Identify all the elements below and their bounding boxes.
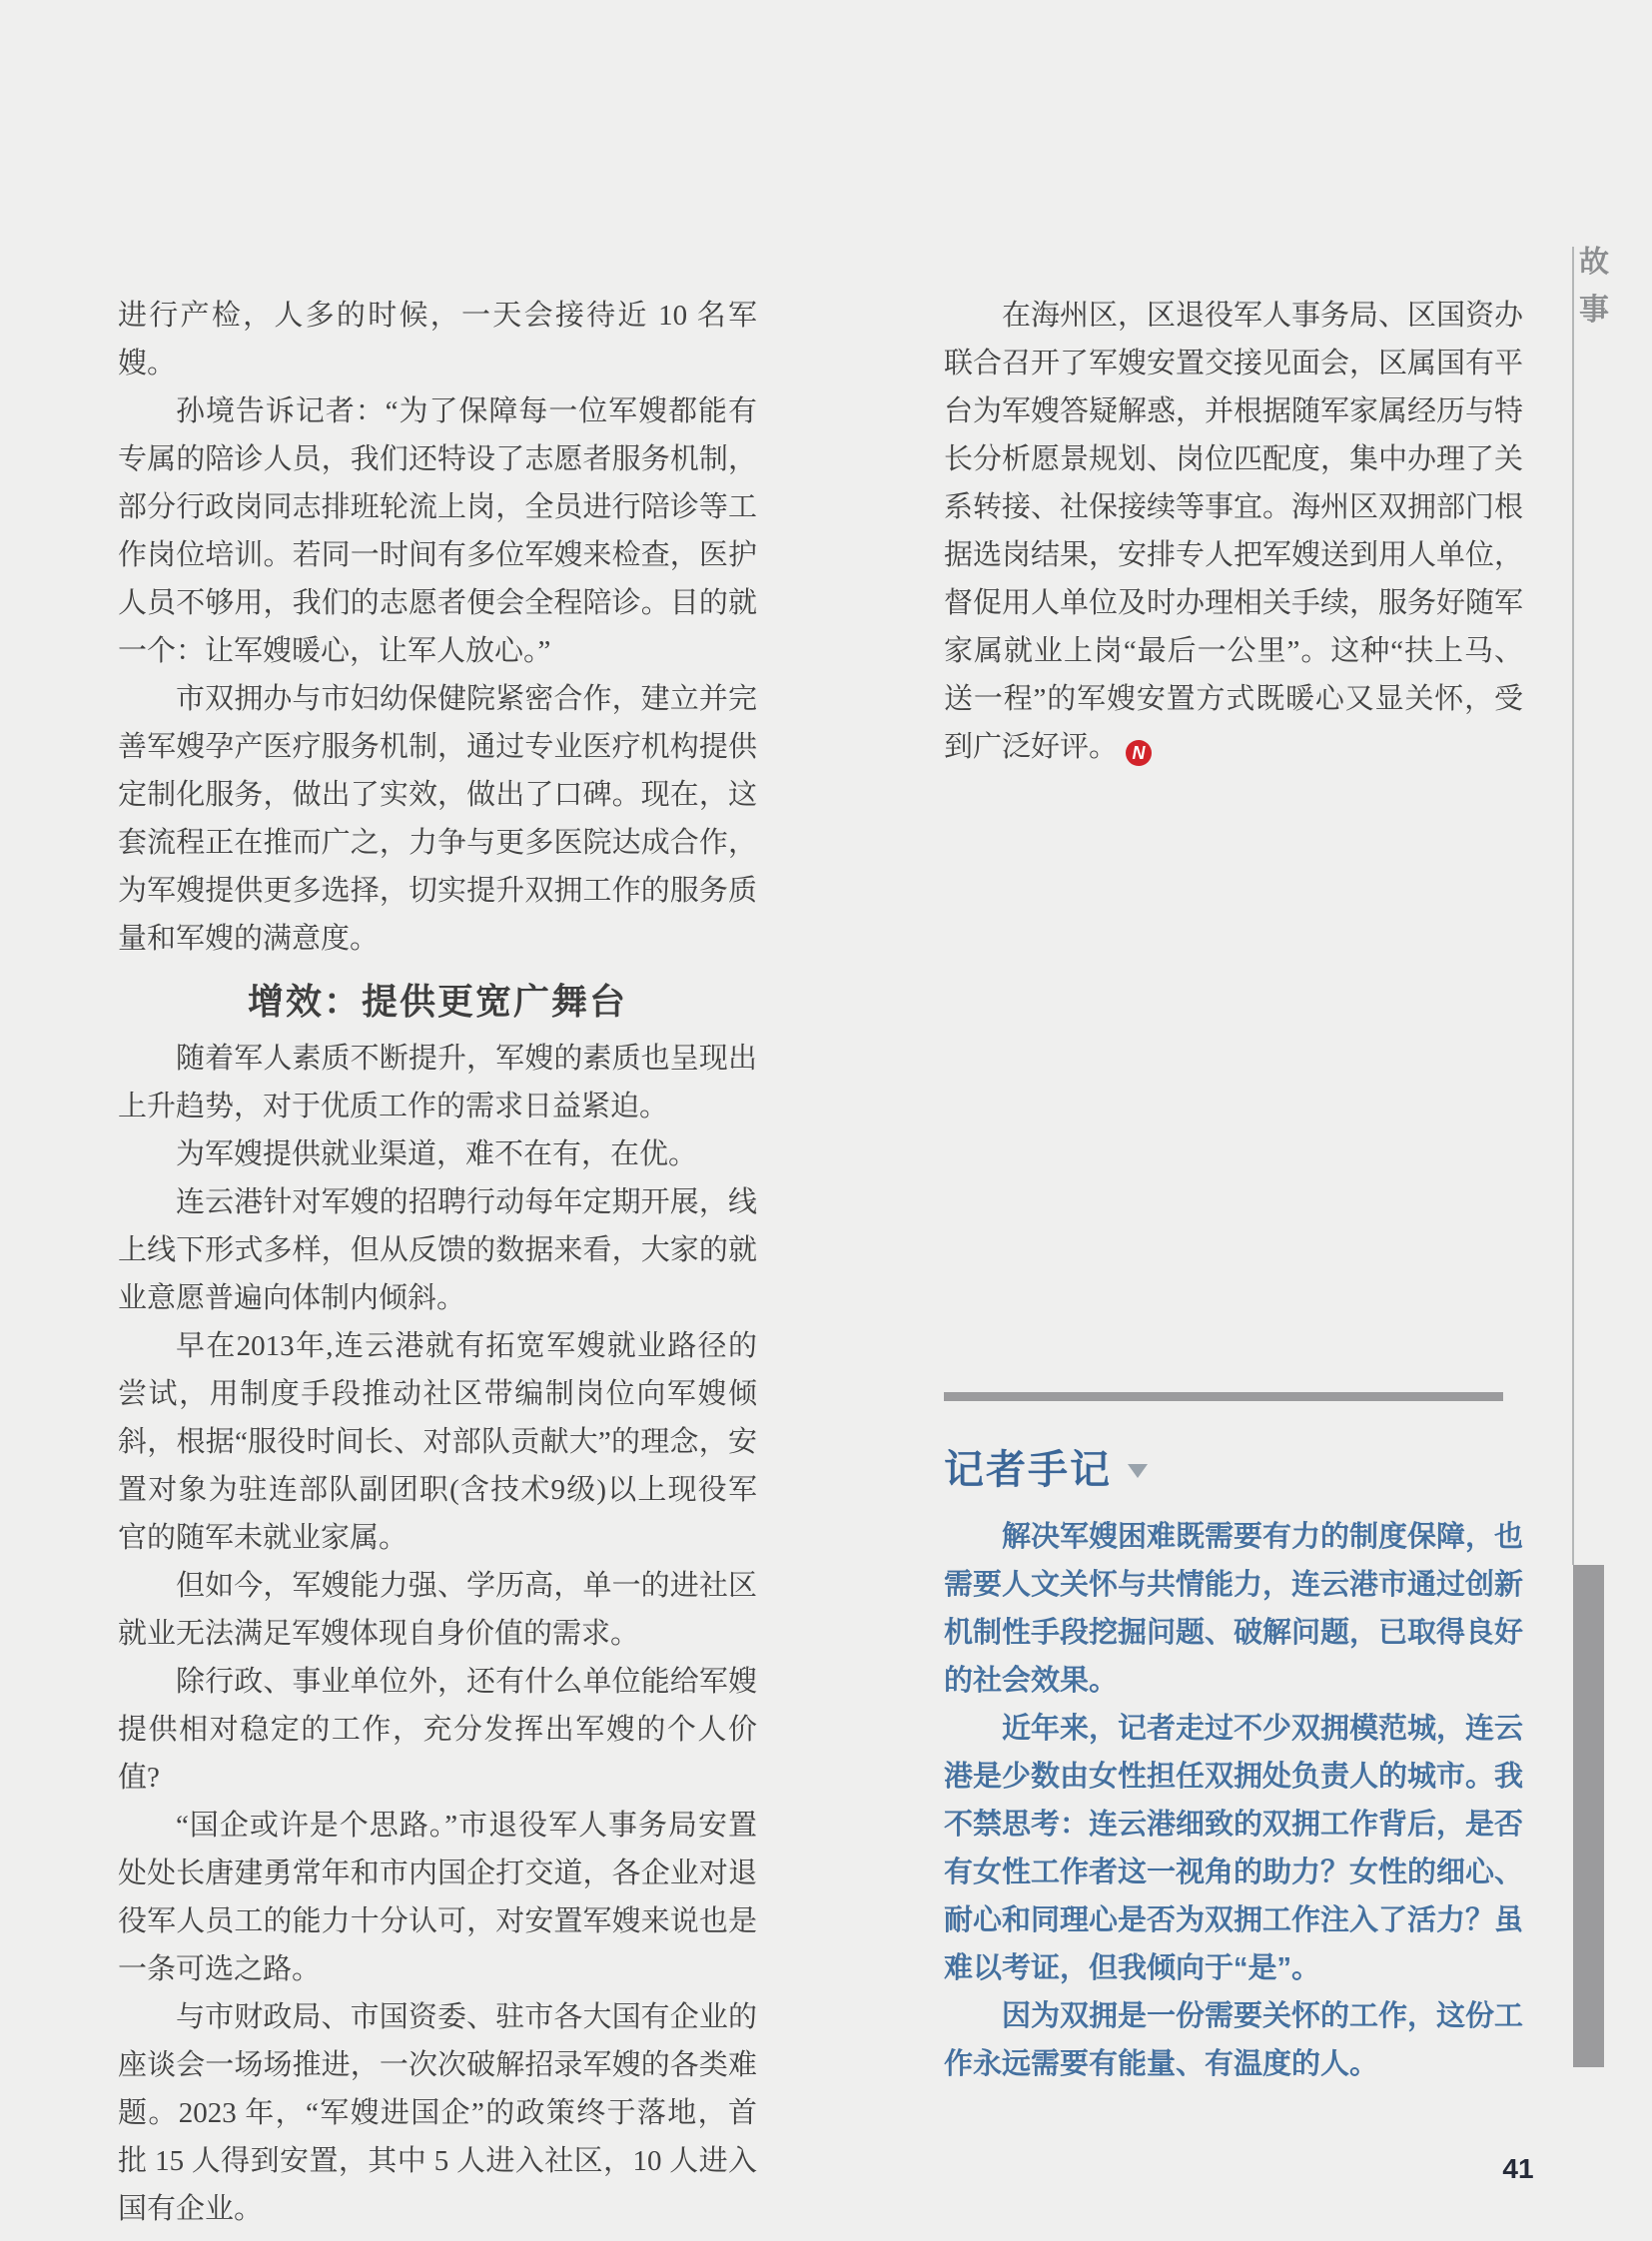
paragraph: 为军嫂提供就业渠道，难不在有，在优。 bbox=[176, 1138, 698, 1170]
section-divider-bar bbox=[944, 1392, 1503, 1401]
left-body-paragraphs bbox=[118, 1035, 757, 2233]
notes-title-row bbox=[944, 1443, 1523, 1492]
paragraph: 随着军人素质不断提升，军嫂的素质也呈现出上升趋势，对于优质工作的需求日益紧迫。 bbox=[118, 1043, 757, 1122]
section-tab-char: 故 bbox=[1579, 246, 1609, 279]
section-tab-char: 事 bbox=[1579, 294, 1609, 327]
paragraph: 近年来，记者走过不少双拥模范城，连云港是少数由女性担任双拥处负责人的城市。我不禁思考：连云港细致的双拥工作背后，是否有女性工作者这一视角的助力？女性的细心、耐心和同理心是否为双拥工作注入了活力？虽难以考证，但我倾向于“是”。 bbox=[944, 1713, 1524, 1984]
paragraph bbox=[944, 292, 1523, 771]
paragraph: 解决军嫂困难既需要有力的制度保障，也需要人文关怀与共情能力，连云港市通过创新机制性手段挖掘问题、破解问题，已取得良好的社会效果。 bbox=[944, 1521, 1524, 1697]
paragraph: 孙境告诉记者：“为了保障每一位军嫂都能有专属的陪诊人员，我们还特设了志愿者服务机制，部分行政岗同志排班轮流上岗，全员进行陪诊等工作岗位培训。若同一时间有多位军嫂来检查，医护人员不够用，我们的志愿者便会全程陪诊。目的就一个：让军嫂暖心，让军人放心。” bbox=[118, 395, 757, 667]
sidebar-gray-bar bbox=[1573, 1565, 1604, 2067]
end-mark-icon: N bbox=[1126, 740, 1152, 766]
paragraph: 与市财政局、市国资委、驻市各大国有企业的座谈会一场场推进，一次次破解招录军嫂的各类难题。2023 年，“军嫂进国企”的政策终于落地，首批 15 人得到安置，其中 5 人进入社区，10 人进入国有企业。 bbox=[118, 2001, 757, 2225]
paragraph: 市双拥办与市妇幼保健院紧密合作，建立并完善军嫂孕产医疗服务机制，通过专业医疗机构提供定制化服务，做出了实效，做出了口碑。现在，这套流程正在推而广之，力争与更多医院达成合作，为军嫂提供更多选择，切实提升双拥工作的服务质量和军嫂的满意度。 bbox=[118, 683, 757, 955]
page-number: 41 bbox=[1502, 2153, 1534, 2184]
paragraph: 但如今，军嫂能力强、学历高，单一的进社区就业无法满足军嫂体现自身价值的需求。 bbox=[118, 1570, 757, 1650]
reporter-notes-section bbox=[944, 1392, 1523, 2088]
paragraph: 早在2013年,连云港就有拓宽军嫂就业路径的尝试，用制度手段推动社区带编制岗位向军嫂倾斜，根据“服役时间长、对部队贡献大”的理念，安置对象为驻连部队副团职(含技术9级)以上现役军官的随军未就业家属。 bbox=[118, 1330, 757, 1554]
paragraph: 因为双拥是一份需要关怀的工作，这份工作永远需要有能量、有温度的人。 bbox=[944, 2000, 1524, 2080]
paragraph-text: 在海州区，区退役军人事务局、区国资办联合召开了军嫂安置交接见面会，区属国有平台为军嫂答疑解惑，并根据随军家属经历与特长分析愿景规划、岗位匹配度，集中办理了关系转接、社保接续等事宜。海州区双拥部门根据选岗结果，安排专人把军嫂送到用人单位，督促用人单位及时办理相关手续，服务好随军家属就业上岗“最后一公里”。这种“扶上马、送一程”的军嫂安置方式既暖心又显关怀，受到广泛好评。 bbox=[944, 300, 1524, 763]
left-intro-paragraphs bbox=[118, 387, 757, 963]
notes-title: 记者手记 bbox=[944, 1447, 1112, 1492]
sidebar-rule bbox=[1572, 247, 1574, 1565]
paragraph: “国企或许是个思路。”市退役军人事务局安置处处长唐建勇常年和市内国企打交道，各企业对退役军人员工的能力十分认可，对安置军嫂来说也是一条可选之路。 bbox=[118, 1810, 757, 1985]
paragraph: 连云港针对军嫂的招聘行动每年定期开展，线上线下形式多样，但从反馈的数据来看，大家的就业意愿普遍向体制内倾斜。 bbox=[118, 1186, 757, 1314]
triangle-down-icon bbox=[1128, 1464, 1148, 1478]
section-tab bbox=[1579, 247, 1609, 326]
paragraph: 除行政、事业单位外，还有什么单位能给军嫂提供相对稳定的工作，充分发挥出军嫂的个人价值? bbox=[118, 1666, 757, 1794]
right-column bbox=[944, 292, 1523, 771]
notes-body bbox=[944, 1513, 1523, 2088]
left-column bbox=[118, 292, 757, 2233]
paragraph: 进行产检，人多的时候，一天会接待近 10 名军嫂。 bbox=[118, 300, 757, 379]
section-heading: 增效：提供更宽广舞台 bbox=[247, 981, 627, 1022]
